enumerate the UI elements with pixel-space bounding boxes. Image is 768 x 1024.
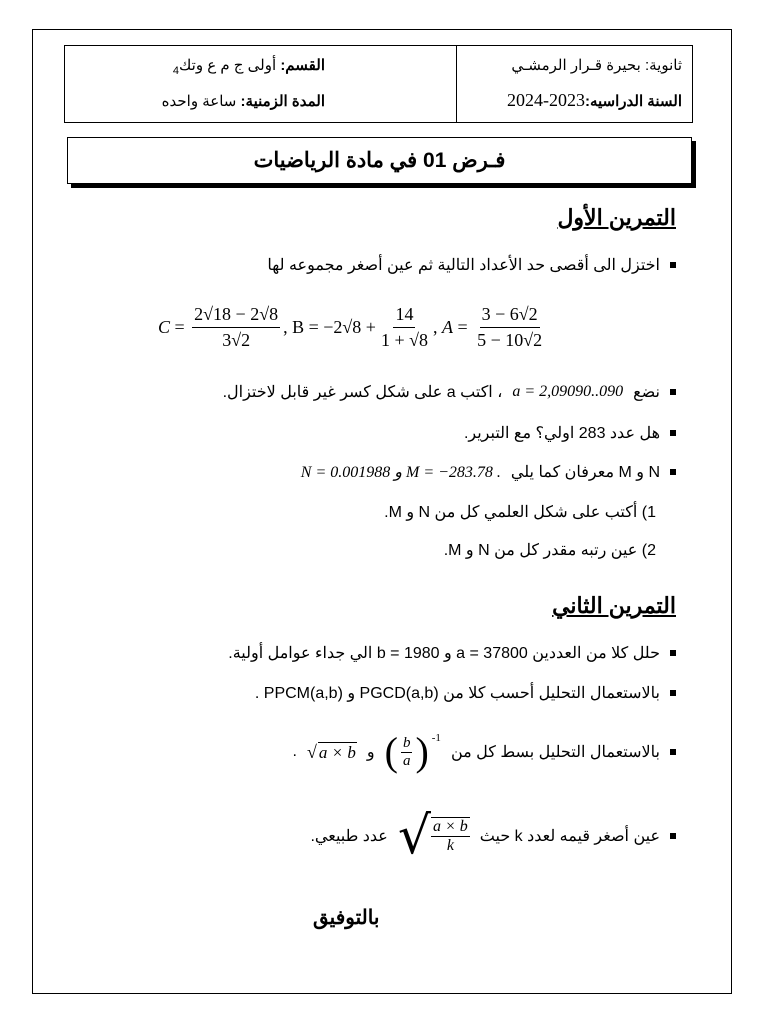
- k-numerator: a × b: [432, 818, 468, 835]
- ba-numerator: b: [402, 734, 411, 751]
- bullet-icon: [670, 389, 676, 395]
- duration-line: [162, 92, 325, 110]
- year-value: 2024-2023: [506, 90, 585, 110]
- radical-sign: √: [397, 806, 431, 866]
- exercise1-heading: التمرين الأول: [557, 205, 676, 230]
- ba-fraction: [401, 735, 413, 770]
- ex1-equation: C = $\frac{2√18 - 2√8}{3√2}$ , B = −2√8 + $\frac{14}{1 + √8}$ , A = $\frac{3 - 6√2}{5 - 10√2}$: [158, 304, 543, 350]
- ex2-q1-text: حلل كلا من العددين a = 37800 و b = 1980 الي جداء عوامل أولية.: [228, 645, 660, 662]
- ex2-q2-text: بالاستعمال التحليل أحسب كلا من PGCD(a,b) و PPCM(a,b) .: [254, 685, 660, 702]
- c-fraction: [192, 304, 280, 351]
- ex2-q3-and: و: [366, 744, 375, 761]
- ex2-q4-math: [397, 806, 470, 866]
- ex2-q4-post: عدد طبيعي.: [310, 828, 388, 845]
- section-label: القسم:: [280, 57, 325, 74]
- header-left-cell: [65, 46, 335, 122]
- year-line: [507, 90, 682, 111]
- ex1-q2-post: ، اكتب a على شكل كسر غير قابل لاختزال.: [222, 384, 503, 401]
- a-denominator: 5 − 10√2: [477, 330, 543, 350]
- paren-close: ): [415, 729, 429, 774]
- duration-value: ساعة واحده: [161, 93, 237, 110]
- ex1-q2-pre: نضع: [633, 384, 660, 401]
- ex1-q2-math: a = 2,09090..090: [512, 383, 624, 400]
- ex1-q4: [301, 462, 676, 482]
- bullet-icon: [670, 690, 676, 696]
- b-numerator: 14: [393, 304, 415, 328]
- c-numerator: 2√18 − 2√8: [192, 304, 280, 328]
- b-expression: B = −2√8 +: [292, 317, 376, 337]
- root-radicand: a × b: [318, 742, 356, 762]
- k-fraction: [431, 817, 470, 855]
- ex1-q4-sub1: 1) أكتب على شكل العلمي كل من N و M.: [384, 504, 656, 521]
- ex2-q3-math: [384, 729, 441, 774]
- section-sub: 4: [172, 65, 179, 77]
- ex1-q4-text: N و M معرفان كما يلي: [510, 464, 660, 481]
- ex1-q1-text: اختزل الى أقصى حد الأعداد التالية ثم عين أصغر مجموعه لها: [267, 257, 660, 274]
- school-value: بحيرة قـرار الرمشـي: [511, 57, 641, 74]
- section-line: [173, 56, 325, 77]
- ex1-q4-sub2: 2) عين رتبه مقدر كل من N و M.: [443, 542, 656, 559]
- ex1-q1: [267, 255, 676, 275]
- ex1-q2: [223, 382, 676, 402]
- good-luck: بالتوفيق: [313, 907, 380, 929]
- header-right-cell: [456, 46, 692, 122]
- bullet-icon: [670, 749, 676, 755]
- c-denominator: 3√2: [222, 330, 251, 350]
- ex2-q4-text: عين أصغر قيمه لعدد k حيث: [479, 828, 660, 845]
- ex1-q4-math: N = 0.001988 و M = −283.78 .: [300, 464, 501, 481]
- ex2-q2: [255, 683, 676, 703]
- b-fraction: [379, 304, 430, 351]
- a-numerator: 3 − 6√2: [480, 304, 540, 328]
- duration-label: المدة الزمنية:: [240, 93, 325, 110]
- ex1-q3: [464, 423, 676, 443]
- ex2-q1: [228, 643, 676, 663]
- ba-denominator: a: [402, 752, 411, 769]
- ex2-q3: [292, 729, 676, 774]
- k-denominator: k: [446, 837, 454, 854]
- bullet-icon: [670, 430, 676, 436]
- b-denominator: 1 + √8: [380, 330, 428, 350]
- ex1-q3-text: هل عدد 283 اولي؟ مع التبرير.: [463, 425, 660, 442]
- ex2-q3-root: √ a × b: [307, 741, 356, 762]
- a-fraction: [475, 304, 544, 351]
- ex2-q3-text: بالاستعمال التحليل بسط كل من: [450, 744, 660, 761]
- section-value: أولى ج م ع وتك: [179, 57, 277, 74]
- bullet-icon: [670, 650, 676, 656]
- bullet-icon: [670, 833, 676, 839]
- exam-title: فـرض 01 في مادة الرياضيات: [67, 137, 692, 184]
- ex2-q4: [310, 806, 676, 866]
- header-box: [64, 45, 693, 123]
- school-label: ثانوية:: [644, 57, 682, 74]
- paren-open: (: [384, 729, 398, 774]
- school-line: [511, 56, 682, 74]
- bullet-icon: [670, 262, 676, 268]
- ba-exponent: -1: [431, 732, 441, 744]
- bullet-icon: [670, 469, 676, 475]
- period: .: [292, 743, 297, 760]
- year-label: السنة الدراسيه:: [584, 93, 682, 110]
- exercise2-heading: التمرين الثاني: [552, 593, 676, 618]
